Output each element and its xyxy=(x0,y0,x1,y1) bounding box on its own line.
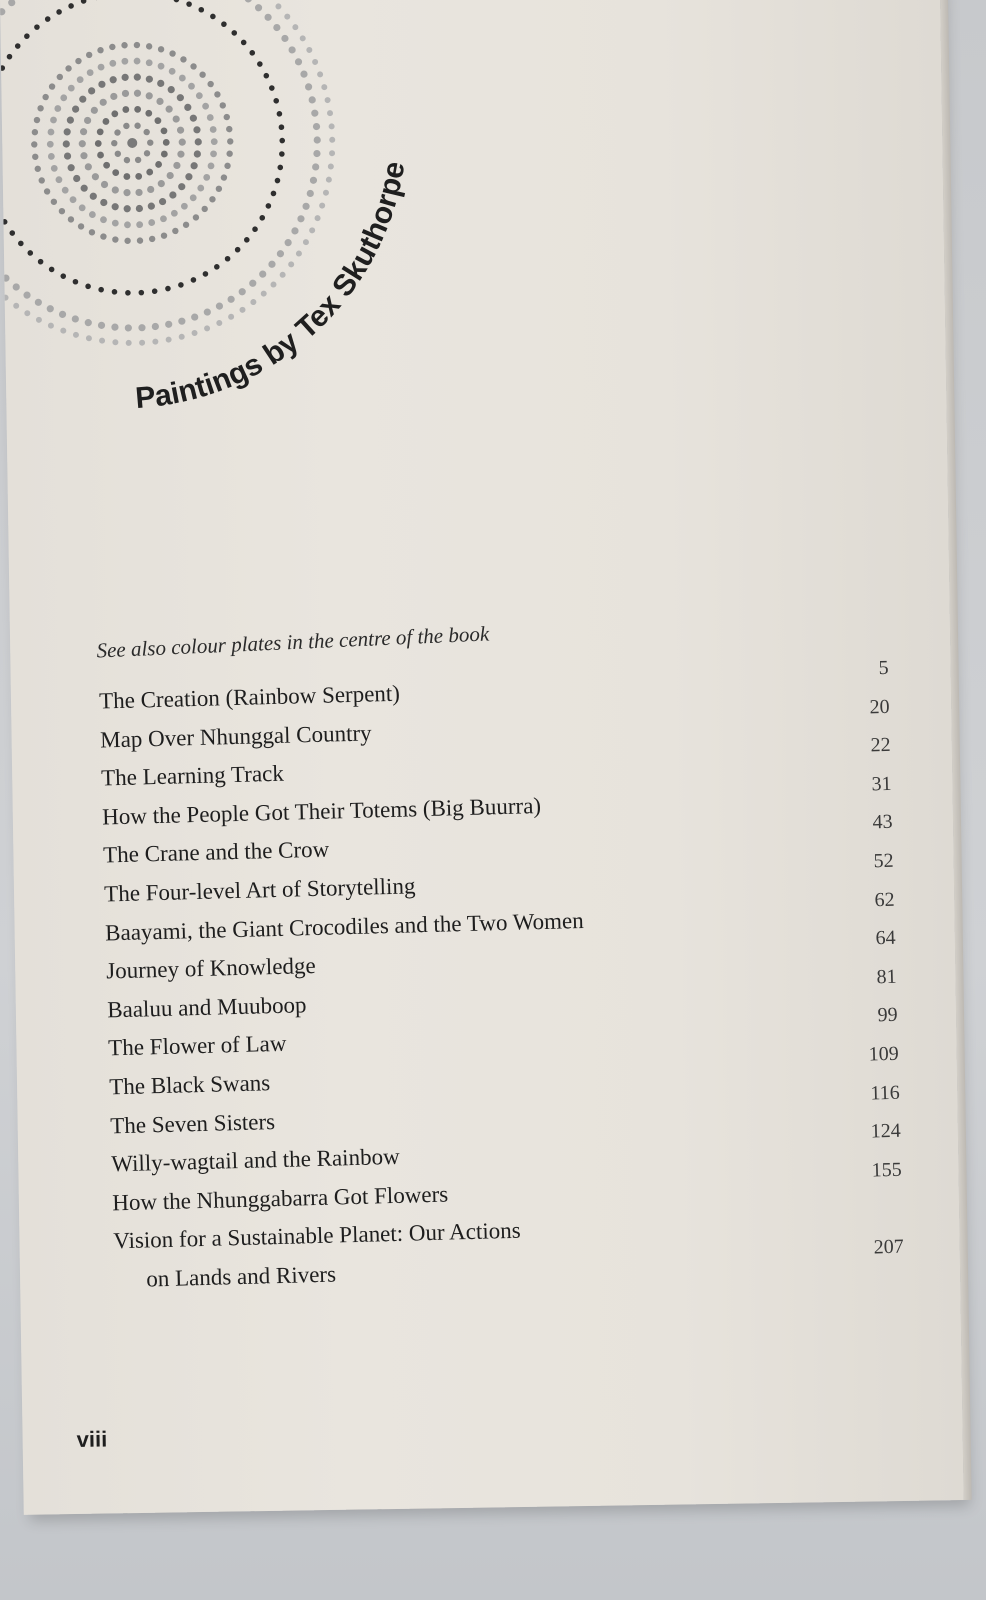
page-edge xyxy=(940,0,972,1500)
page-number: 124 xyxy=(870,1119,901,1143)
page-number: 109 xyxy=(868,1042,899,1066)
page-number: 99 xyxy=(877,1004,898,1027)
painting-title: Baaluu and Muuboop xyxy=(106,991,307,1023)
painting-title: How the Nhunggabarra Got Flowers xyxy=(111,1181,449,1216)
paintings-list xyxy=(98,656,905,1306)
painting-title-continued: on Lands and Rivers xyxy=(145,1261,337,1292)
dot-painting-circles-icon xyxy=(0,0,437,430)
painting-title: The Four-level Art of Storytelling xyxy=(103,873,416,907)
page-number xyxy=(863,1214,903,1215)
page-number: 31 xyxy=(871,772,892,796)
section-heading-text: Paintings by Tex Skuthorpe xyxy=(134,159,412,416)
colour-plates-note: See also colour plates in the centre of the book xyxy=(96,621,490,663)
painting-title: The Black Swans xyxy=(108,1070,271,1100)
painting-title: The Learning Track xyxy=(100,760,285,791)
page-number: 5 xyxy=(878,656,889,680)
painting-title: The Creation (Rainbow Serpent) xyxy=(98,680,401,714)
page-number: 62 xyxy=(874,888,895,911)
page-number: 155 xyxy=(871,1158,902,1182)
page-number: 64 xyxy=(875,926,896,950)
painting-title: The Crane and the Crow xyxy=(102,836,330,868)
painting-title: Baayami, the Giant Crocodiles and the Two Women xyxy=(104,907,584,946)
page-number: 52 xyxy=(873,849,894,873)
page-number: 116 xyxy=(870,1081,900,1105)
painting-title: Willy-wagtail and the Rainbow xyxy=(110,1143,400,1177)
painting-title: How the People Got Their Totems (Big Buurra) xyxy=(101,792,542,830)
page-number: 207 xyxy=(873,1235,904,1259)
page-number: 81 xyxy=(876,965,897,989)
page-number: 22 xyxy=(870,734,891,757)
painting-title: Journey of Knowledge xyxy=(105,953,316,984)
painting-title: Vision for a Sustainable Planet: Our Actions xyxy=(112,1217,521,1254)
painting-title: Map Over Nhunggal Country xyxy=(99,720,372,753)
painting-title: The Flower of Law xyxy=(107,1031,287,1061)
page-number: 20 xyxy=(869,695,890,718)
painting-title: The Seven Sisters xyxy=(109,1108,276,1138)
page-number: 43 xyxy=(872,811,893,834)
page-folio: viii xyxy=(76,1426,108,1452)
